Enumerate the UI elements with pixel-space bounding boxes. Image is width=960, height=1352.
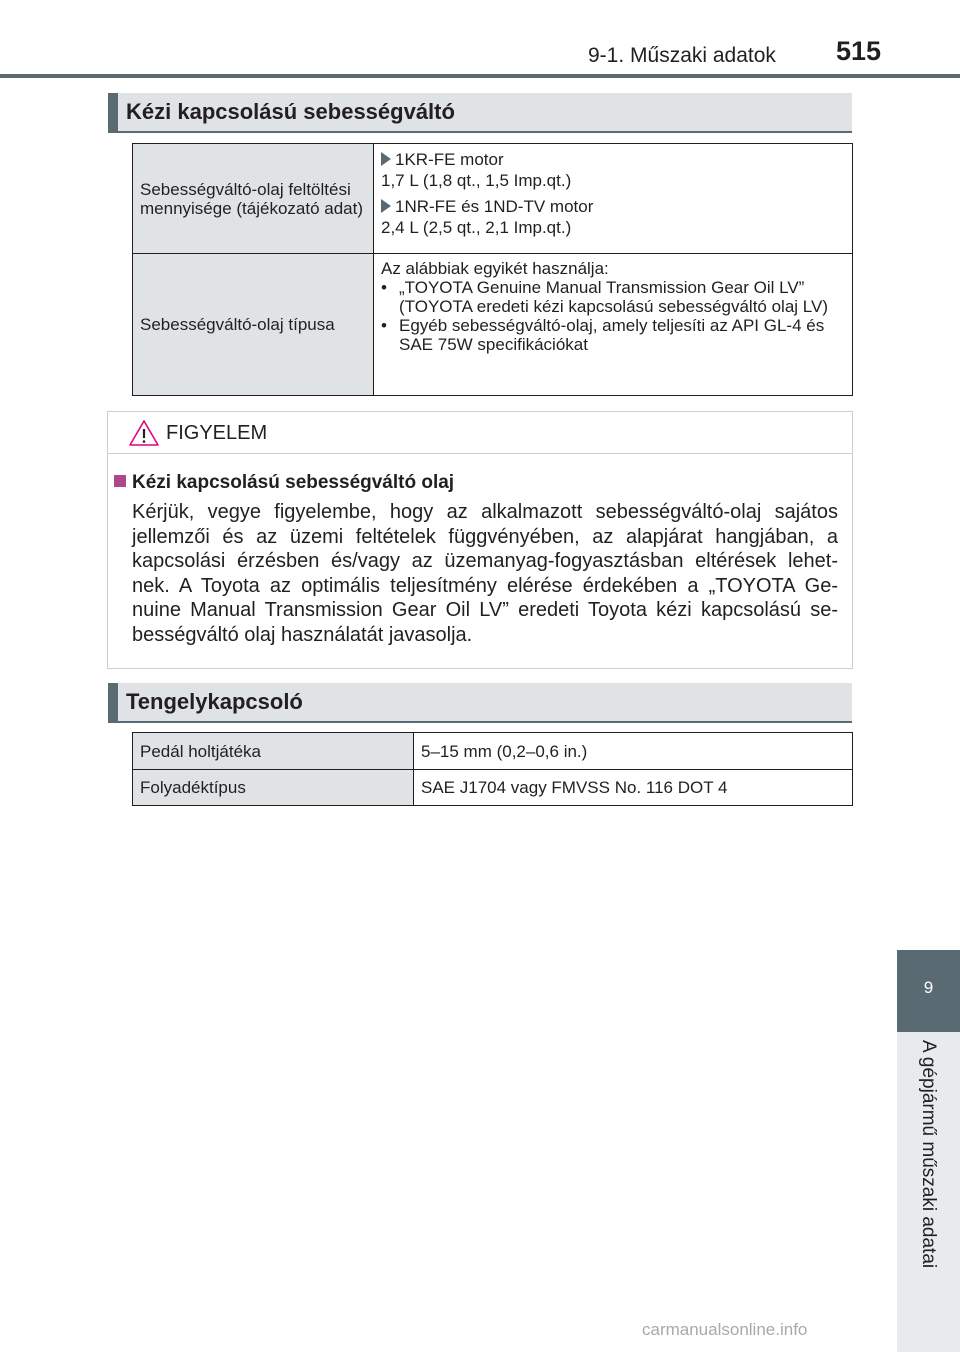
bullet-dot-icon: • <box>381 278 387 297</box>
chapter-label: A gépjármű műszaki adatai <box>918 1040 939 1269</box>
table-label-cell <box>133 733 414 770</box>
section-heading-accent <box>108 683 118 721</box>
notice-header <box>108 412 852 454</box>
oil-type-label: Sebességváltó-olaj típusa <box>140 315 335 334</box>
oil-capacity-label: Sebességváltó-olaj feltöltési mennyisége (tájékozató adat) <box>140 179 364 218</box>
table-value-cell <box>414 770 853 806</box>
manual-transmission-table <box>132 143 853 396</box>
oil-type-intro: Az alábbiak egyikét használja: <box>381 259 609 278</box>
engine-label: 1KR-FE motor <box>395 150 504 169</box>
section-heading-clutch <box>108 683 852 723</box>
section-heading-manual-transmission <box>108 93 852 133</box>
section-heading-label: Tengelykapcsoló <box>126 689 303 714</box>
notice-subtitle <box>114 472 454 494</box>
page-number: 515 <box>836 36 882 66</box>
square-bullet-icon <box>114 475 126 487</box>
fluid-type-value: SAE J1704 vagy FMVSS No. 116 DOT 4 <box>421 778 728 797</box>
watermark: carmanualsonline.info <box>642 1320 808 1339</box>
triangle-bullet-icon <box>381 199 391 213</box>
table-value-cell <box>414 733 853 770</box>
table-row <box>133 144 853 254</box>
section-title: 9-1. Műszaki adatok <box>588 44 776 67</box>
clutch-table <box>132 732 853 806</box>
table-value-cell <box>374 144 853 254</box>
table-row <box>133 770 853 806</box>
capacity-value: 2,4 L (2,5 qt., 2,1 Imp.qt.) <box>381 218 572 237</box>
table-value-cell <box>374 254 853 396</box>
table-label-cell <box>133 254 374 396</box>
table-label-cell <box>133 770 414 806</box>
table-row <box>133 733 853 770</box>
table-label-cell <box>133 144 374 254</box>
triangle-bullet-icon <box>381 152 391 166</box>
oil-option-text: „TOYOTA Genuine Manual Transmission Gear Oil LV” (TOYOTA eredeti kézi kapcsolású sebességváltó olaj LV) <box>399 278 828 316</box>
engine-1kr-fe <box>381 150 845 169</box>
engine-label: 1NR-FE és 1ND-TV motor <box>395 197 594 216</box>
notice-body: Kérjük, vegye figyelembe, hogy az alkalmazott sebességváltó-olaj sajátos jellemzői és az üzemi feltételek függvényében, az alapjárat hangjában, a kapcsolási érzésben és/vagy az üzemanyag-fogyasztásban eltérések lehet-nek. A Toyota az optimális teljesítmény elérése érdekében a „TOYOTA Ge-nuine Manual Transmission Gear Oil LV” eredeti Toyota kézi kapcsolású se-bességváltó olaj használatát javasolja. <box>132 501 838 646</box>
header-divider <box>0 74 960 78</box>
chapter-number: 9 <box>923 978 934 997</box>
warning-triangle-icon <box>128 419 160 447</box>
table-row <box>133 254 853 396</box>
list-item <box>381 316 845 354</box>
notice-title: FIGYELEM <box>166 422 268 444</box>
pedal-play-value: 5–15 mm (0,2–0,6 in.) <box>421 741 588 761</box>
bullet-dot-icon: • <box>381 316 387 335</box>
section-heading-label: Kézi kapcsolású sebességváltó <box>126 99 455 124</box>
section-heading-accent <box>108 93 118 131</box>
pedal-play-label: Pedál holtjátéka <box>140 741 261 761</box>
oil-option-text: Egyéb sebességváltó-olaj, amely teljesíti az API GL-4 és SAE 75W specifikációkat <box>399 316 825 354</box>
notice-box <box>107 411 853 669</box>
notice-subtitle-text: Kézi kapcsolású sebességváltó olaj <box>132 472 455 493</box>
fluid-type-label: Folyadéktípus <box>140 778 246 797</box>
engine-1nr-fe-1nd-tv <box>381 197 845 216</box>
chapter-tab <box>897 950 960 1032</box>
capacity-value: 1,7 L (1,8 qt., 1,5 Imp.qt.) <box>381 171 572 190</box>
list-item <box>381 278 845 316</box>
